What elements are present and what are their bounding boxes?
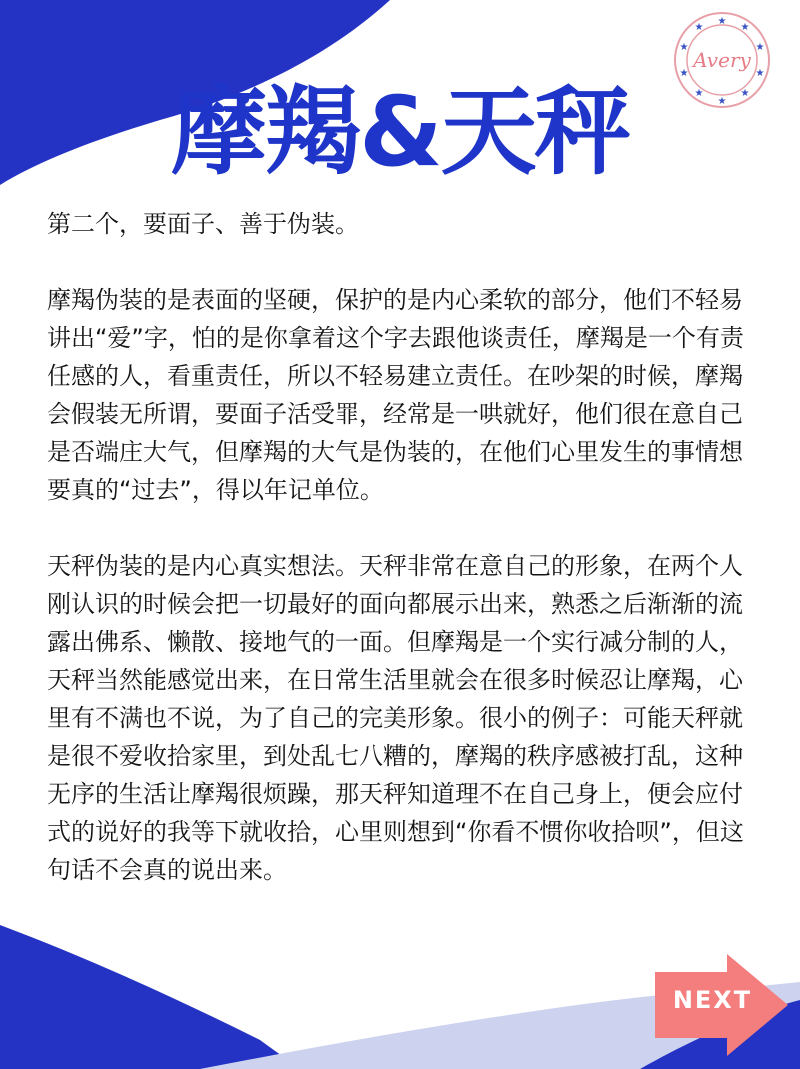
article-body [47,205,759,889]
svg-text:★: ★ [679,68,689,79]
bottom-left-wave [0,925,300,1069]
page-title: 摩羯&天秤 [171,76,629,188]
svg-text:★: ★ [740,22,750,33]
svg-text:★: ★ [717,16,727,27]
next-label: NEXT [672,986,753,1014]
paragraph-libra: 天秤伪装的是内心真实想法。天秤非常在意自己的形象，在两个人刚认识的时候会把一切最好的面向都展示出来，熟悉之后渐渐的流露出佛系、懒散、接地气的一面。但摩羯是一个实行减分制的人，天秤当然能感觉出来，在日常生活里就会在很多时候忍让摩羯，心里有不满也不说，为了自己的完美形象。很小的例子：可能天秤就是很不爱收拾家里，到处乱七八糟的，摩羯的秩序感被打乱，这种无序的生活让摩羯很烦躁，那天秤知道理不在自己身上，便会应付式的说好的我等下就收拾，心里则想到“你看不惯你收拾呗”，但这句话不会真的说出来。 [47,552,744,884]
intro-line: 第二个，要面子、善于伪装。 [47,210,359,238]
logo-text: Avery [693,48,751,72]
svg-text:★: ★ [694,88,704,99]
next-button[interactable] [655,950,790,1060]
svg-text:★: ★ [694,22,704,33]
svg-text:★: ★ [740,88,750,99]
svg-text:★: ★ [755,42,765,53]
svg-text:★: ★ [717,96,727,107]
paragraph-capricorn: 摩羯伪装的是表面的坚硬，保护的是内心柔软的部分，他们不轻易讲出“爱”字，怕的是你拿着这个字去跟他谈责任，摩羯是一个有责任感的人，看重责任，所以不轻易建立责任。在吵架的时候，摩羯会假装无所谓，要面子活受罪，经常是一哄就好，他们很在意自己是否端庄大气，但摩羯的大气是伪装的，在他们心里发生的事情想要真的“过去”，得以年记单位。 [47,286,744,504]
svg-text:★: ★ [755,68,765,79]
svg-text:★: ★ [679,42,689,53]
